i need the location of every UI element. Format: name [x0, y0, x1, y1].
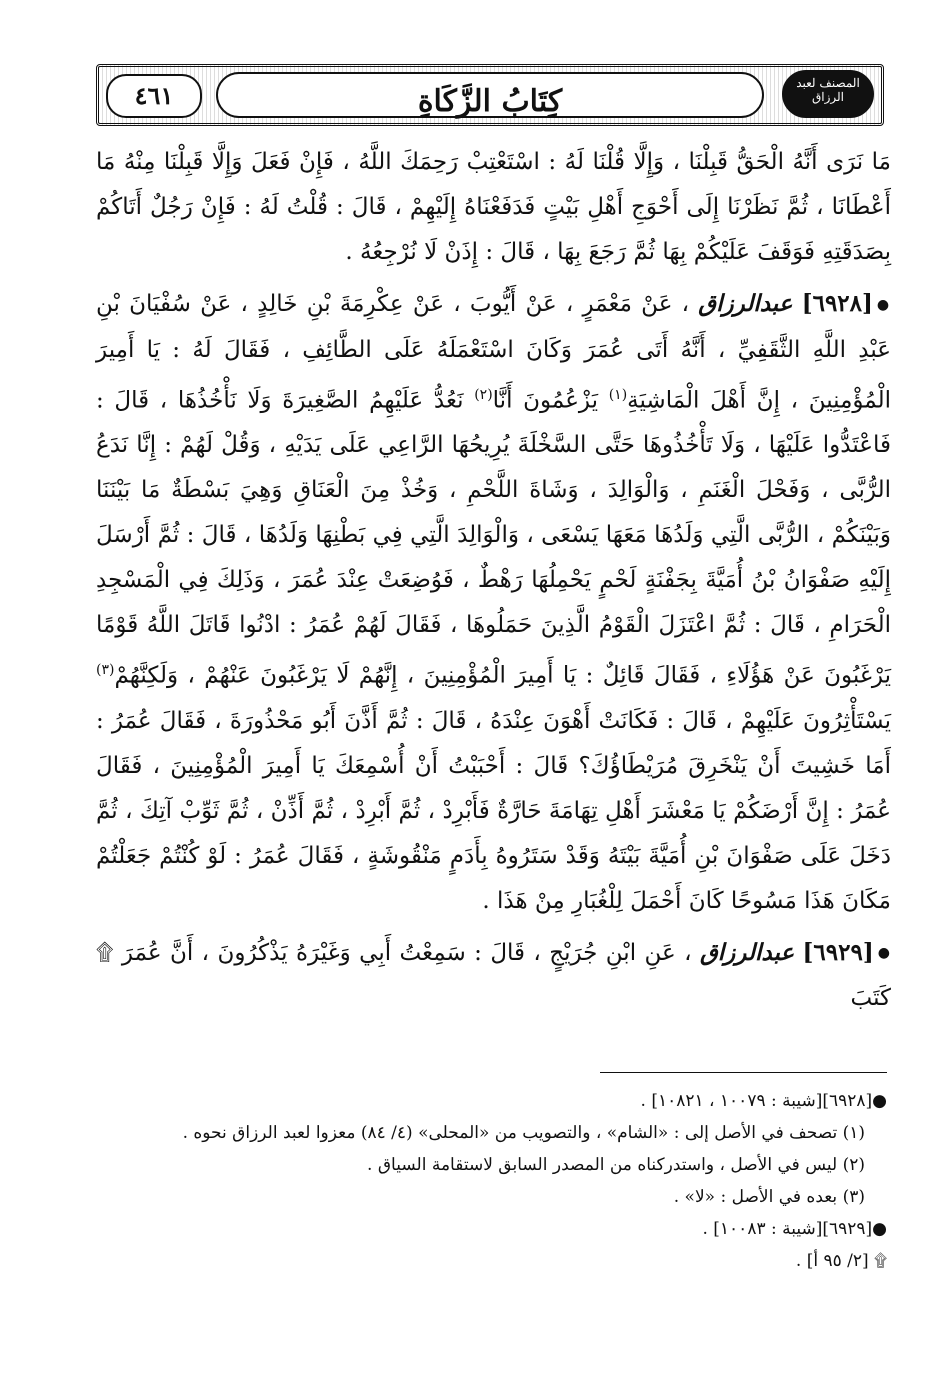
chapter-title: كِتَابُ الزَّكَاةِ	[417, 84, 563, 119]
hadith-text: نَعُدُّ عَلَيْهِمُ الصَّغِيرَةَ وَلَا نَأْخُذُهَا ، قَالَ : فَاعْتَدُّوا عَلَيْهَا ، وَلَا تَأْخُذُوهَا حَتَّى السَّخْلَةَ يُرِيحُهَا الرَّاعِي عَلَى يَدَيْهِ ، وَقُلْ لَهُمْ : إِنَّا نَدَعُ الرُّبَّى ، وَفَحْلَ الْغَنَمِ ، وَالْوَالِدَ ، وَشَاةَ اللَّحْمِ ، وَخُذْ مِنَ الْعَنَاقِ وَهِيَ بَسْطَةٌ مَا بَيْنَنَا وَبَيْنَكُمْ ، الرُّبَّى الَّتِي وَلَدُهَا مَعَهَا يَسْعَى ، وَالْوَالِدَ الَّتِي فِي بَطْنِهَا وَلَدُهَا ، قَالَ : ثُمَّ أَرْسَلَ إِلَيْهِ صَفْوَانُ بْنُ أُمَيَّةَ بِجَفْنَةٍ لَحْمٍ يَحْمِلُهَا رَهْطٌ ، فَوُضِعَتْ عِنْدَ عُمَرَ ، وَذَلِكَ فِي الْمَسْجِدِ الْحَرَامِ ، قَالَ : ثُمَّ اعْتَزَلَ الْقَوْمُ الَّذِينَ حَمَلُوهَا ، فَقَالَ لَهُمْ عُمَرُ : ادْنُوا قَاتَلَ اللَّهُ قَوْمًا يَرْغَبُونَ عَنْ هَؤُلَاءِ ، فَقَالَ قَائِلٌ : يَا أَمِيرَ الْمُؤْمِنِينَ ، إِنَّهُمْ لَا يَرْغَبُونَ عَنْهُمْ ، وَلَكِنَّهُمْ	[96, 387, 891, 689]
hadith-6929	[96, 930, 891, 1022]
footnote-line: ۩ [٢/ ٩٥ أ] .	[795, 1251, 887, 1271]
page-header	[96, 64, 884, 126]
footnote-line: ●[٦٩٢٨][شيبة : ١٠٠٧٩ ، ١٠٨٢١] .	[640, 1091, 887, 1111]
header-title-cartouche	[216, 72, 764, 118]
hadith-text: ، عَنْ مَعْمَرٍ ، عَنْ أَيُّوبَ ، عَنْ عِكْرِمَةَ بْنِ خَالِدٍ ، عَنْ سُفْيَانَ بْنِ عَبْدِ اللَّهِ الثَّقَفِيِّ ، أَنَّهُ أَتَى عُمَرَ وَكَانَ اسْتَعْمَلَهُ عَلَى الطَّائِفِ ، فَقَالَ لَهُ : يَا أَمِيرَ الْمُؤْمِنِينَ ، إِنَّ أَهْلَ الْمَاشِيَةِ	[96, 291, 892, 414]
narrator-name: عبدالرزاق	[699, 938, 795, 966]
footnote-ref: (٣)	[96, 662, 115, 679]
footnotes	[96, 1085, 887, 1277]
bullet-icon: ●	[877, 945, 892, 962]
hadith-text: يَسْتَأْثِرُونَ عَلَيْهِمْ ، قَالَ : فَكَانَتْ أَهْوَنَ عِنْدَهُ ، قَالَ : ثُمَّ أَذَّنَ أَبُو مَحْذُورَةَ ، فَقَالَ عُمَرُ : أَمَا خَشِيتَ أَنْ يَنْخَرِقَ مُرَيْطَاؤُكَ؟ قَالَ : أَحْبَبْتُ أَنْ أُسْمِعَكَ يَا أَمِيرَ الْمُؤْمِنِينَ ، فَقَالَ عُمَرُ : إِنَّ أَرْضَكُمْ يَا مَعْشَرَ أَهْلِ تِهَامَةَ حَارَّةٌ فَأَبْرِدْ ، ثُمَّ أَبْرِدْ ، ثُمَّ أَذِّنْ ، ثُمَّ ثَوِّبْ آتِكَ ، ثُمَّ دَخَلَ عَلَى صَفْوَانَ بْنِ أُمَيَّةَ بَيْتَهُ وَقَدْ سَتَرُوهُ بِأَدَمٍ مَنْقُوشَةٍ ، فَقَالَ عُمَرُ : لَوْ كُنْتُمْ جَعَلْتُمْ مَكَانَ هَذَا مَسُوحًا كَانَ أَحْمَلَ لِلْغُبَارِ مِنْ هَذَا .	[96, 707, 891, 914]
footnote-line: (٣) بعده في الأصل : «لا» .	[673, 1187, 865, 1207]
bullet-icon: ●	[876, 296, 892, 313]
book-logo: المصنف لعبد الرزاق	[782, 70, 874, 118]
footnote-line: ●[٦٩٢٩][شيبة : ١٠٠٨٣] .	[702, 1219, 887, 1239]
hadith-text: يَزْعُمُونَ أَنَّا	[492, 387, 599, 414]
page-number: ٤٦١	[106, 74, 202, 118]
footnote-line: (٢) ليس في الأصل ، واستدركناه من المصدر السابق لاستقامة السياق .	[367, 1155, 865, 1175]
hadith-number: [٦٩٢٨]	[801, 290, 873, 317]
footnote-line: (١) تصحف في الأصل إلى : «الشام» ، والتصويب من «المحلى» (٤/ ٨٤) معزوا لعبد الرزاق نحوه .	[182, 1123, 865, 1143]
narrator-name: عبدالرزاق	[698, 290, 793, 317]
footnote-ref: (١)	[608, 386, 628, 403]
footnote-ref: (٢)	[474, 386, 493, 403]
hadith-number: [٦٩٢٩]	[802, 938, 874, 966]
paragraph-continuation: مَا نَرَى أَنَّهُ الْحَقُّ قَبِلْنَا ، وَإِلَّا قُلْنَا لَهُ : اسْتَعْتِبْ رَحِمَكَ اللَّهُ ، فَإِنْ فَعَلَ وَإِلَّا قَبِلْنَا مِنْهُ مَا أَعْطَانَا ، ثُمَّ نَظَرْنَا إِلَى أَحْوَجِ أَهْلِ بَيْتٍ فَدَفَعْنَاهُ إِلَيْهِمْ ، قَالَ : قُلْتُ لَهُ : فَإِنْ رَجُلٌ أَتَاكُمْ بِصَدَقَتِهِ فَوَقَفَ عَلَيْكُمْ بِهَا ثُمَّ رَجَعَ بِهَا ، قَالَ : إِذَنْ لَا نُرْجِعُهُ .	[96, 149, 891, 265]
main-text	[96, 140, 891, 1021]
hadith-text: ، عَنِ ابْنِ جُرَيْجٍ ، قَالَ : سَمِعْتُ أَبِي وَغَيْرَهُ يَذْكُرُونَ ، أَنَّ عُمَرَ ۩ كَتَبَ	[96, 939, 891, 1012]
footnote-divider	[600, 1072, 887, 1073]
hadith-6928	[96, 281, 891, 924]
